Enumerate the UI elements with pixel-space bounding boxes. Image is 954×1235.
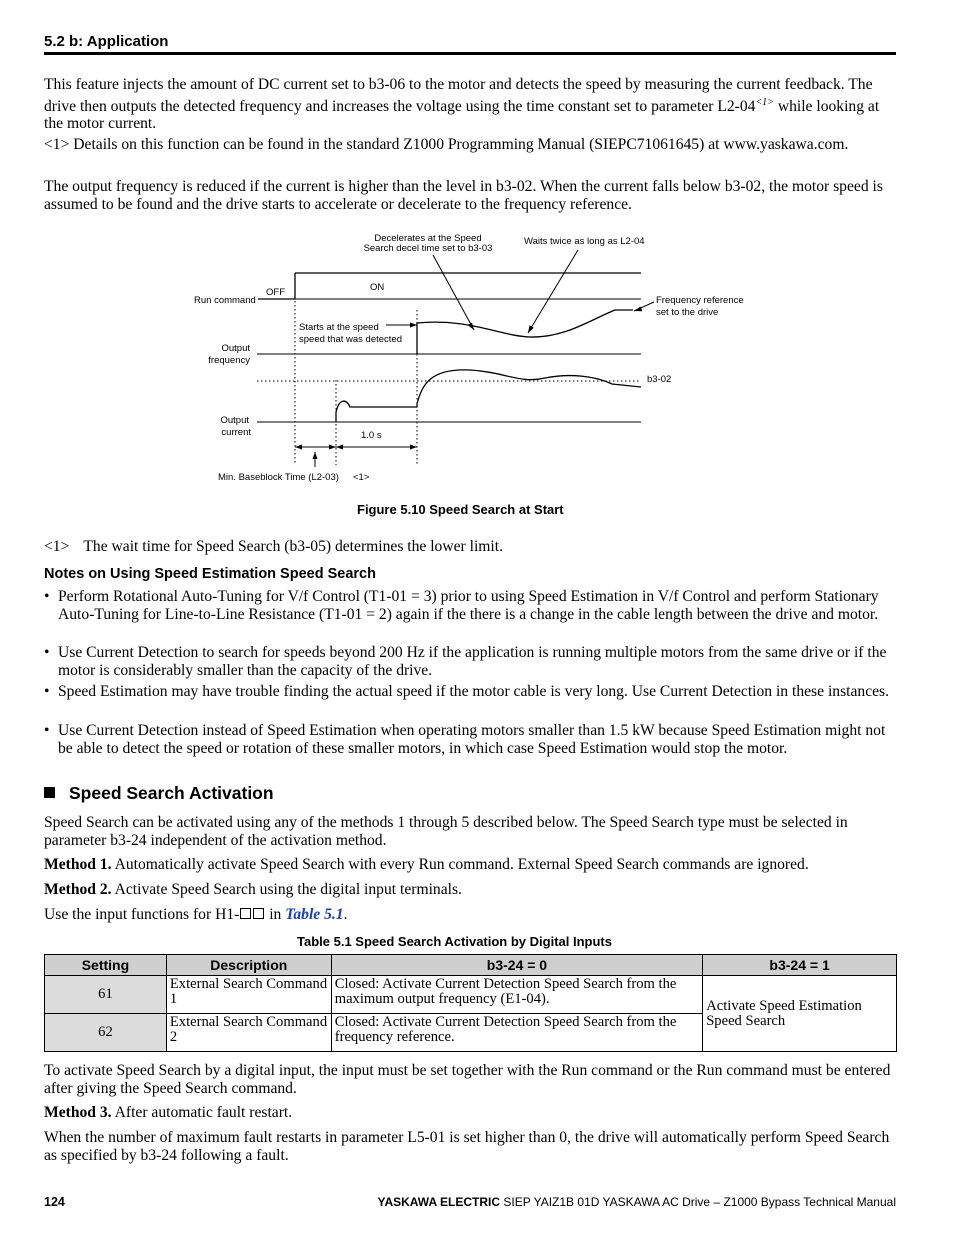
label-run-command: Run command <box>194 295 256 306</box>
footnote-text: The wait time for Speed Search (b3-05) determines the lower limit. <box>83 538 503 555</box>
intro-text-b: while looking at the motor current. <box>44 97 880 133</box>
placeholder-box-icon <box>240 908 251 919</box>
label-output-current-1: Output <box>220 415 249 426</box>
square-bullet-icon <box>44 787 55 798</box>
speed-search-figure <box>0 0 954 500</box>
label-starts-1: Starts at the speed <box>299 322 379 333</box>
label-output-freq-2: frequency <box>208 355 250 366</box>
label-one-sec: 1.0 s <box>361 430 382 441</box>
table-caption: Table 5.1 Speed Search Activation by Digital Inputs <box>297 934 612 949</box>
label-off: OFF <box>266 287 285 298</box>
note-text: Speed Estimation may have trouble finding the actual speed if the motor cable is very long. Use Current Detection in these instances. <box>58 683 889 700</box>
figure-caption: Figure 5.10 Speed Search at Start <box>357 502 564 517</box>
cell-b3-24-0: Closed: Activate Current Detection Speed Search from the frequency reference. <box>331 1014 702 1052</box>
table-header-row <box>45 955 897 976</box>
note-text: Use Current Detection instead of Speed Estimation when operating motors smaller than 1.5 kW because Speed Estimation might not be able to detect the speed or rotation of these smaller motors, in which case Speed Estimation would stop the motor. <box>58 722 886 757</box>
table-5-1-link[interactable]: Table 5.1 <box>285 906 344 923</box>
bullet-mark: • <box>44 722 50 739</box>
method-1-text: Automatically activate Speed Search with every Run command. External Speed Search commands are ignored. <box>111 856 809 873</box>
use-inputs-mid: in <box>265 906 286 923</box>
figure-footnote <box>44 538 900 556</box>
footnote-mark: <1> <box>44 538 70 555</box>
bullet-mark: • <box>44 644 50 661</box>
label-on: ON <box>370 282 385 293</box>
footnote-ref: <1> <box>755 96 774 108</box>
details-paragraph: <1> Details on this function can be found in the standard Z1000 Programming Manual (SIEPC71061645) at www.yaskawa.com. <box>44 136 849 153</box>
label-decel-2: Search decel time set to b3-03 <box>363 243 493 254</box>
footer-doc <box>378 1195 896 1209</box>
cell-description: External Search Command 2 <box>166 1014 331 1052</box>
note-item <box>44 644 900 679</box>
method-1 <box>44 856 900 874</box>
intro-text-a: This feature injects the amount of DC current set to b3-06 to the motor and detects the speed by measuring the current feedback. The drive then outputs the detected frequency and increases the voltage using the time constant set to parameter L2-04 <box>44 76 873 115</box>
notes-title: Notes on Using Speed Estimation Speed Search <box>44 566 376 582</box>
method-3 <box>44 1104 900 1122</box>
table-row <box>45 976 897 1014</box>
page-number: 124 <box>44 1195 65 1209</box>
note-text: Perform Rotational Auto-Tuning for V/f Control (T1-01 = 3) prior to using Speed Estimation in V/f Control and perform Stationary Auto-Tuning for Line-to-Line Resistance (T1-01 = 2) again if the there is a change in the cable length between the drive and motor. <box>58 588 879 623</box>
header-description: Description <box>166 955 331 976</box>
cell-setting: 61 <box>45 976 167 1014</box>
method-3-label: Method 3. <box>44 1104 112 1121</box>
activation-heading <box>44 783 274 804</box>
label-freq-ref-1: Frequency reference <box>656 295 744 306</box>
note-item <box>44 683 900 701</box>
cell-description: External Search Command 1 <box>166 976 331 1014</box>
cell-setting: 62 <box>45 1014 167 1052</box>
label-freq-ref-2: set to the drive <box>656 307 719 318</box>
method-1-label: Method 1. <box>44 856 112 873</box>
note-item <box>44 588 900 623</box>
header-setting: Setting <box>45 955 167 976</box>
label-min-baseblock: Min. Baseblock Time (L2-03) <box>218 472 339 483</box>
footer-doc-title: SIEP YAIZ1B 01D YASKAWA AC Drive – Z1000 Bypass Technical Manual <box>500 1195 896 1209</box>
activation-heading-text: Speed Search Activation <box>69 783 274 803</box>
use-inputs-post: . <box>343 906 348 923</box>
after-table-paragraph: To activate Speed Search by a digital input, the input must be set together with the Run command or the Run command must be entered after giving the Speed Search command. <box>44 1062 891 1097</box>
bullet-mark: • <box>44 588 50 605</box>
output-freq-paragraph: The output frequency is reduced if the current is higher than the level in b3-02. When the current falls below b3-02, the motor speed is assumed to be found and the drive starts to accelerate or decelerate to the frequency reference. <box>44 178 883 213</box>
speed-search-table <box>44 954 897 1052</box>
use-inputs-line <box>44 906 900 924</box>
method-2-label: Method 2. <box>44 881 112 898</box>
label-starts-2: speed that was detected <box>299 334 402 345</box>
final-paragraph: When the number of maximum fault restarts in parameter L5-01 is set higher than 0, the drive will automatically perform Speed Search as specified by b3-24 following a fault. <box>44 1129 890 1164</box>
label-output-freq-1: Output <box>221 343 250 354</box>
note-text: Use Current Detection to search for speeds beyond 200 Hz if the application is running multiple motors from the same drive or if the motor is considerably smaller than the capacity of the drive. <box>58 644 887 679</box>
use-inputs-pre: Use the input functions for H1- <box>44 906 240 923</box>
section-header: 5.2 b: Application <box>44 33 896 55</box>
placeholder-box-icon <box>253 908 264 919</box>
cell-b3-24-0: Closed: Activate Current Detection Speed Search from the maximum output frequency (E1-04). <box>331 976 702 1014</box>
label-output-current-2: current <box>221 427 251 438</box>
footer-brand: YASKAWA ELECTRIC <box>377 1195 501 1209</box>
bullet-mark: • <box>44 683 50 700</box>
method-2 <box>44 881 900 899</box>
label-decel-1: Decelerates at the Speed <box>374 233 482 244</box>
header-b3-24-1: b3-24 = 1 <box>703 955 897 976</box>
label-b3-02: b3-02 <box>647 374 672 385</box>
label-min-baseblock-note: <1> <box>353 472 370 483</box>
label-waits: Waits twice as long as L2-04 <box>524 236 645 247</box>
note-item <box>44 722 900 757</box>
cell-b3-24-1: Activate Speed Estimation Speed Search <box>703 976 897 1052</box>
method-2-text: Activate Speed Search using the digital input terminals. <box>111 881 462 898</box>
method-3-text: After automatic fault restart. <box>111 1104 293 1121</box>
activation-intro: Speed Search can be activated using any of the methods 1 through 5 described below. The Speed Search type must be selected in parameter b3-24 independent of the activation method. <box>44 814 848 849</box>
header-b3-24-0: b3-24 = 0 <box>331 955 702 976</box>
